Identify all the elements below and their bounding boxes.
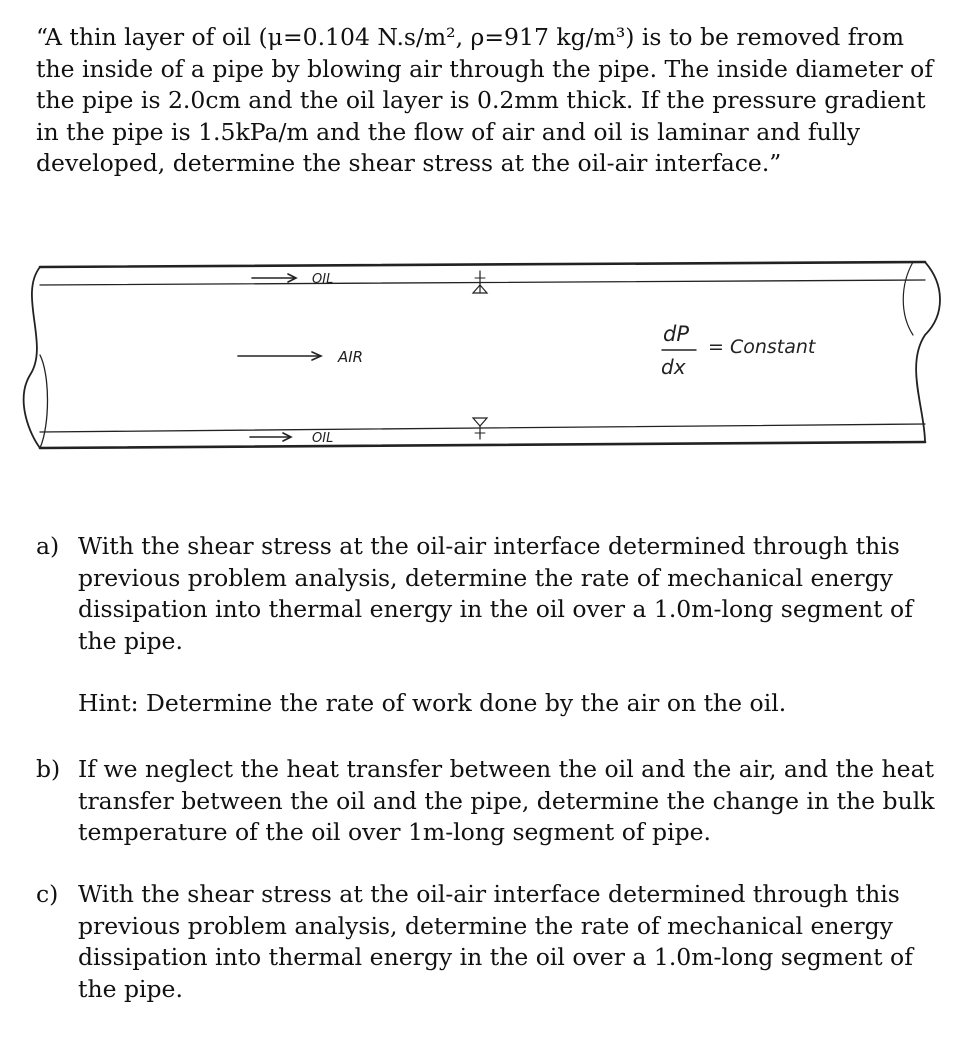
question-c: [36, 879, 936, 1005]
oil-top-interface: [40, 280, 925, 285]
oil-top-label: OIL: [312, 272, 334, 287]
dx-label: dx: [661, 355, 686, 379]
pipe-diagram: [20, 235, 950, 465]
pipe-bottom-wall: [40, 442, 925, 448]
hint-text: Hint: Determine the rate of work done by the air on the oil.: [78, 689, 787, 717]
question-a-letter: a): [36, 532, 60, 560]
right-end-cap: [916, 262, 940, 442]
question-b-letter: b): [36, 755, 61, 783]
question-b-text: If we neglect the heat transfer between the oil and the air, and the heat transfer between the oil and the pipe, determine the change in the bulk temperature of the oil over 1m-long segment of pipe.: [78, 755, 935, 846]
question-a-text: With the shear stress at the oil-air interface determined through this previous problem analysis, determine the rate of mechanical energy dissipation into thermal energy in the oil over a 1.0m-long segment of the pipe.: [78, 532, 913, 655]
question-b: [36, 754, 936, 849]
left-end-cap: [24, 267, 40, 448]
oil-bottom-label: OIL: [312, 431, 334, 446]
pipe-top-wall: [40, 262, 925, 267]
air-label: AIR: [338, 348, 364, 366]
dp-label: dP: [663, 322, 689, 346]
constant-label: = Constant: [708, 336, 816, 358]
question-a: [36, 531, 936, 657]
oil-bottom-interface: [40, 424, 925, 432]
question-c-letter: c): [36, 880, 59, 908]
problem-statement: “A thin layer of oil (μ=0.104 N.s/m², ρ=917 kg/m³) is to be removed from the inside of a pipe by blowing air through the pipe. The inside diameter of the pipe is 2.0cm and the oil layer is 0.2mm thick. If the pressure gradient in the pipe is 1.5kPa/m and the flow of air and oil is laminar and fully developed, determine the shear stress at the oil-air interface.”: [36, 23, 934, 177]
question-c-text: With the shear stress at the oil-air interface determined through this previous problem analysis, determine the rate of mechanical energy dissipation into thermal energy in the oil over a 1.0m-long segment of the pipe.: [78, 880, 913, 1003]
